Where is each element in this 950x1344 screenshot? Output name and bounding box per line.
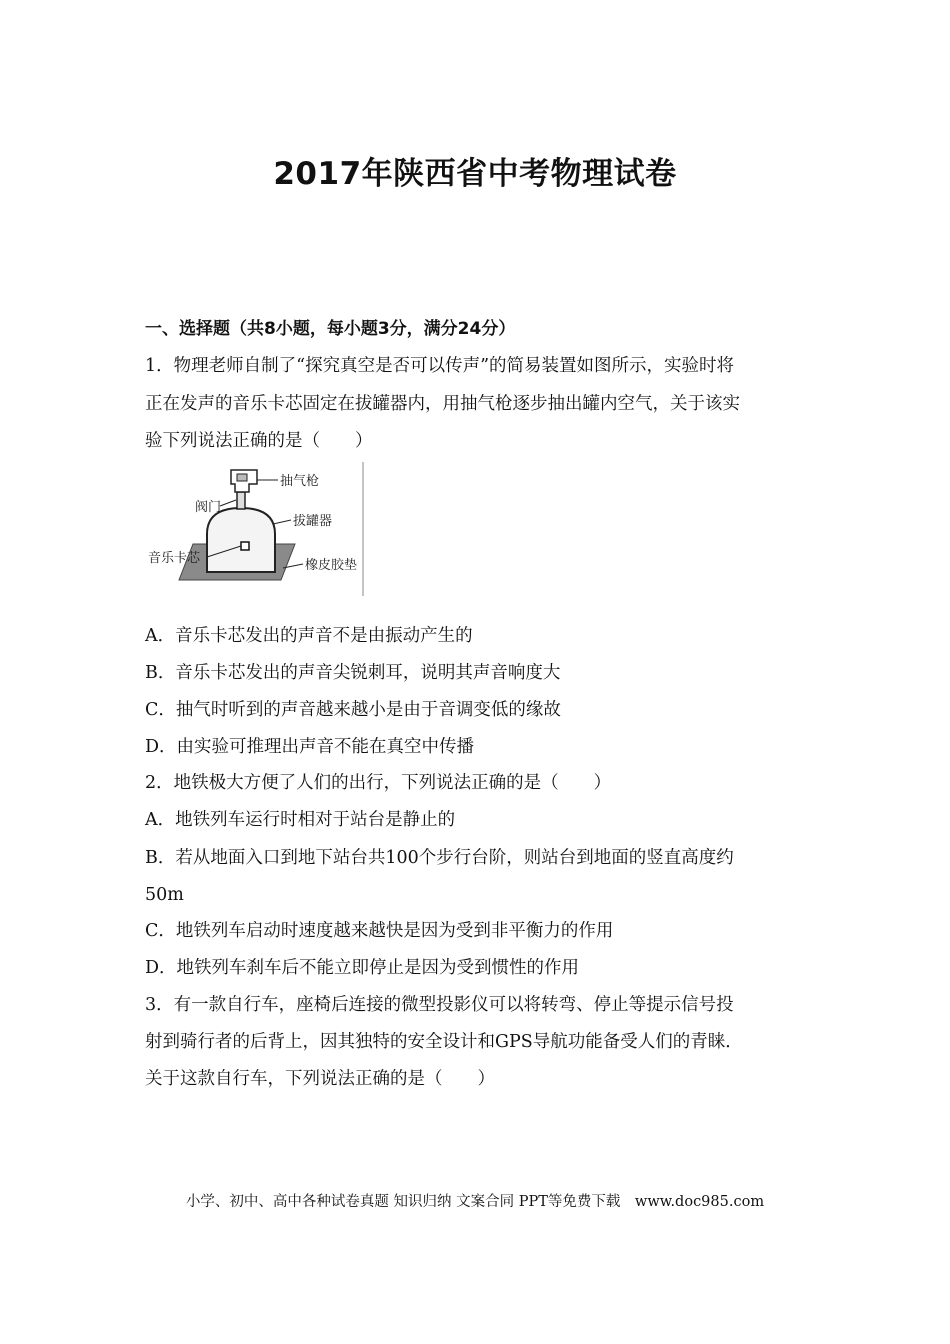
q3-stem-line-2: 射到骑行者的后背上，因其独特的安全设计和GPS导航功能备受人们的青睐． [145,1032,743,1052]
pad-label: 橡皮胶垫 [305,558,358,573]
music-chip-shape [241,542,249,550]
q2-option-d: D．地铁列车刹车后不能立即停止是因为受到惯性的作用 [145,958,580,978]
cupping-jar-shape [207,508,275,572]
q1-option-d: D．由实验可推理出声音不能在真空中传播 [145,737,475,757]
q1-stem-line-1: 1．物理老师自制了“探究真空是否可以传声”的简易装置如图所示，实验时将 [145,356,735,376]
q2-option-c: C．地铁列车启动时速度越来越快是因为受到非平衡力的作用 [145,921,614,941]
valve-label: 阀门 [195,500,222,515]
pump-label: 抽气枪 [280,474,320,489]
q3-stem-line-1: 3．有一款自行车，座椅后连接的微型投影仪可以将转弯、停止等提示信号投 [145,995,734,1015]
page-footer: 小学、初中、高中各种试卷真题 知识归纳 文案合同 PPT等免费下载 www.doc985.com [185,1194,765,1210]
q1-option-a: A．音乐卡芯发出的声音不是由振动产生的 [145,626,473,646]
cupping-label: 拔罐器 [293,514,333,529]
q2-option-b: B．若从地面入口到地下站台共100个步行台阶，则站台到地面的竖直高度约 [145,848,734,868]
experiment-figure [145,462,367,596]
q3-stem-line-3: 关于这款自行车，下列说法正确的是（ ） [145,1069,495,1089]
q2-option-a: A．地铁列车运行时相对于站台是静止的 [145,810,456,830]
q2-option-b-cont: 50m [145,885,184,905]
q1-option-c: C．抽气时听到的声音越来越小是由于音调变低的缘故 [145,700,561,720]
section-heading: 一、选择题（共8小题，每小题3分，满分24分） [145,319,516,339]
q1-option-b: B．音乐卡芯发出的声音尖锐刺耳，说明其声音响度大 [145,663,561,683]
valve-shape [237,492,245,509]
music-label: 音乐卡芯 [148,551,201,566]
q2-stem-line-1: 2．地铁极大方便了人们的出行，下列说法正确的是（ ） [145,773,612,793]
q1-stem-line-2: 正在发声的音乐卡芯固定在拔罐器内，用抽气枪逐步抽出罐内空气，关于该实 [145,394,740,414]
q1-stem-line-3: 验下列说法正确的是（ ） [145,431,373,451]
page-title: 2017年陕西省中考物理试卷 [273,156,677,192]
